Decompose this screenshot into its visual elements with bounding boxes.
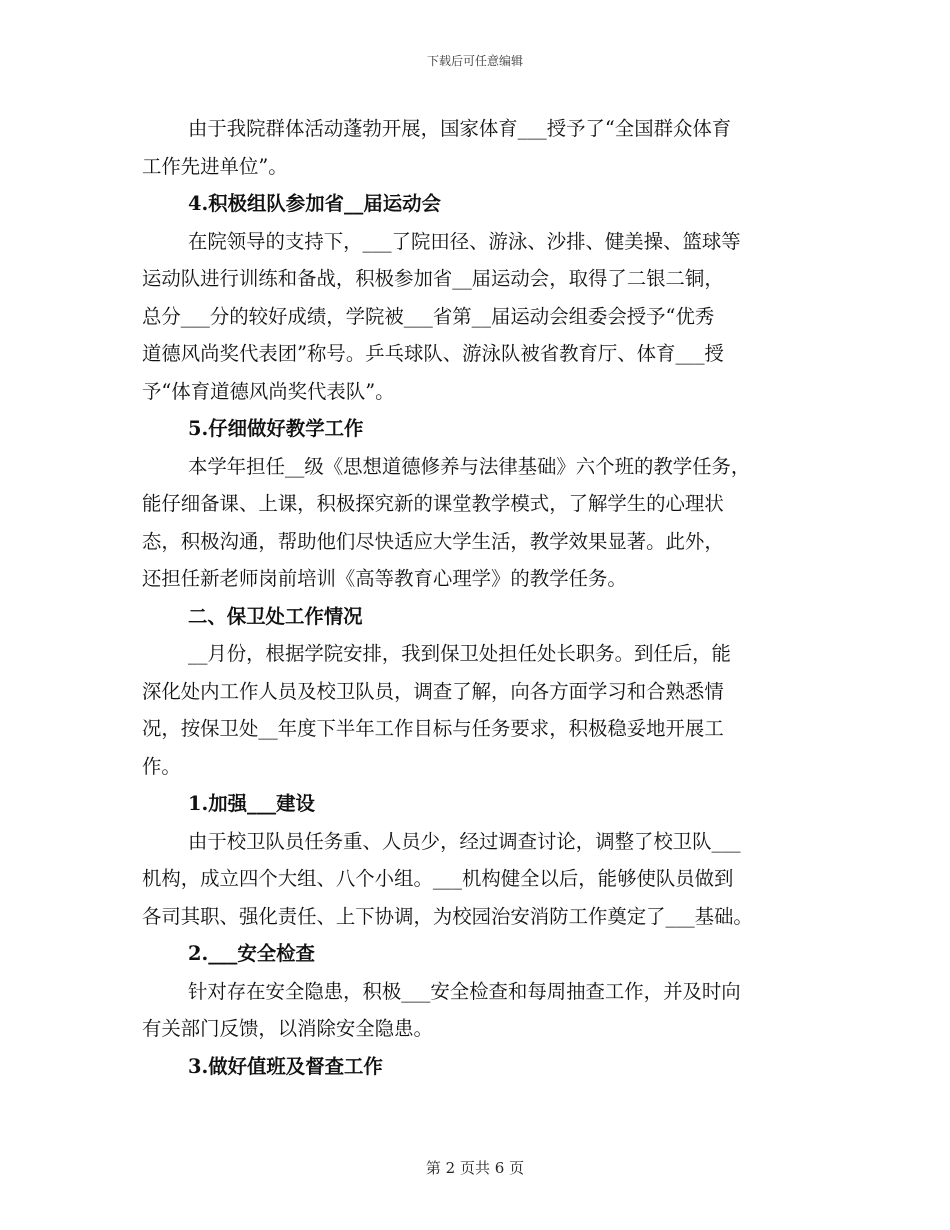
section-heading: 4.积极组队参加省__届运动会	[188, 192, 441, 215]
paragraph-line: 予“体育道德风尚奖代表队”。	[142, 379, 395, 403]
paragraph-line: 道德风尚奖代表团”称号。乒乓球队、游泳队被省教育厅、体育___授	[142, 342, 724, 365]
paragraph-line: 在院领导的支持下，___了院田径、游泳、沙排、健美操、篮球等	[188, 229, 741, 253]
paragraph-line: __月份，根据学院安排，我到保卫处担任处长职务。到任后，能	[188, 642, 731, 665]
section-heading: 二、保卫处工作情况	[188, 604, 363, 628]
section-heading: 5.仔细做好教学工作	[188, 417, 364, 440]
paragraph-line: 深化处内工作人员及校卫队员，调查了解，向各方面学习和合熟悉情	[142, 679, 724, 703]
section-heading: 2.___安全检查	[188, 942, 315, 965]
paragraph-line: 由于我院群体活动蓬勃开展，国家体育___授予了“全国群众体育	[188, 117, 732, 140]
paragraph-line: 态，积极沟通，帮助他们尽快适应大学生活，教学效果显著。此外，	[142, 529, 724, 553]
section-heading: 3.做好值班及督查工作	[188, 1054, 383, 1078]
paragraph-line: 工作先进单位”。	[142, 154, 288, 178]
section-heading: 1.加强___建设	[188, 792, 315, 815]
page-header-note: 下载后可任意编辑	[426, 54, 523, 68]
paragraph-line: 总分___分的较好成绩，学院被___省第__届运动会组委会授予“优秀	[142, 304, 715, 328]
paragraph-line: 各司其职、强化责任、上下协调，为校园治安消防工作奠定了___基础。	[142, 904, 753, 928]
page-number-footer: 第 2 页共 6 页	[425, 1159, 525, 1177]
paragraph-line: 况，按保卫处__年度下半年工作目标与任务要求，积极稳妥地开展工	[142, 717, 724, 740]
paragraph-line: 由于校卫队员任务重、人员少，经过调查讨论，调整了校卫队___	[188, 829, 741, 853]
document-body	[142, 110, 822, 1085]
paragraph-line: 还担任新老师岗前培训《高等教育心理学》的教学任务。	[142, 567, 627, 590]
paragraph-line: 针对存在安全隐患，积极___安全检查和每周抽查工作，并及时向	[188, 979, 741, 1003]
paragraph-line: 作。	[142, 754, 181, 778]
paragraph-line: 本学年担任__级《思想道德修养与法律基础》六个班的教学任务，	[188, 454, 751, 478]
paragraph-line: 机构，成立四个大组、八个小组。___机构健全以后，能够使队员做到	[142, 867, 734, 890]
paragraph-line: 能仔细备课、上课，积极探究新的课堂教学模式，了解学生的心理状	[142, 492, 724, 515]
paragraph-line: 有关部门反馈，以消除安全隐患。	[142, 1017, 433, 1040]
paragraph-line: 运动队进行训练和备战，积极参加省__届运动会，取得了二银二铜，	[142, 267, 724, 290]
